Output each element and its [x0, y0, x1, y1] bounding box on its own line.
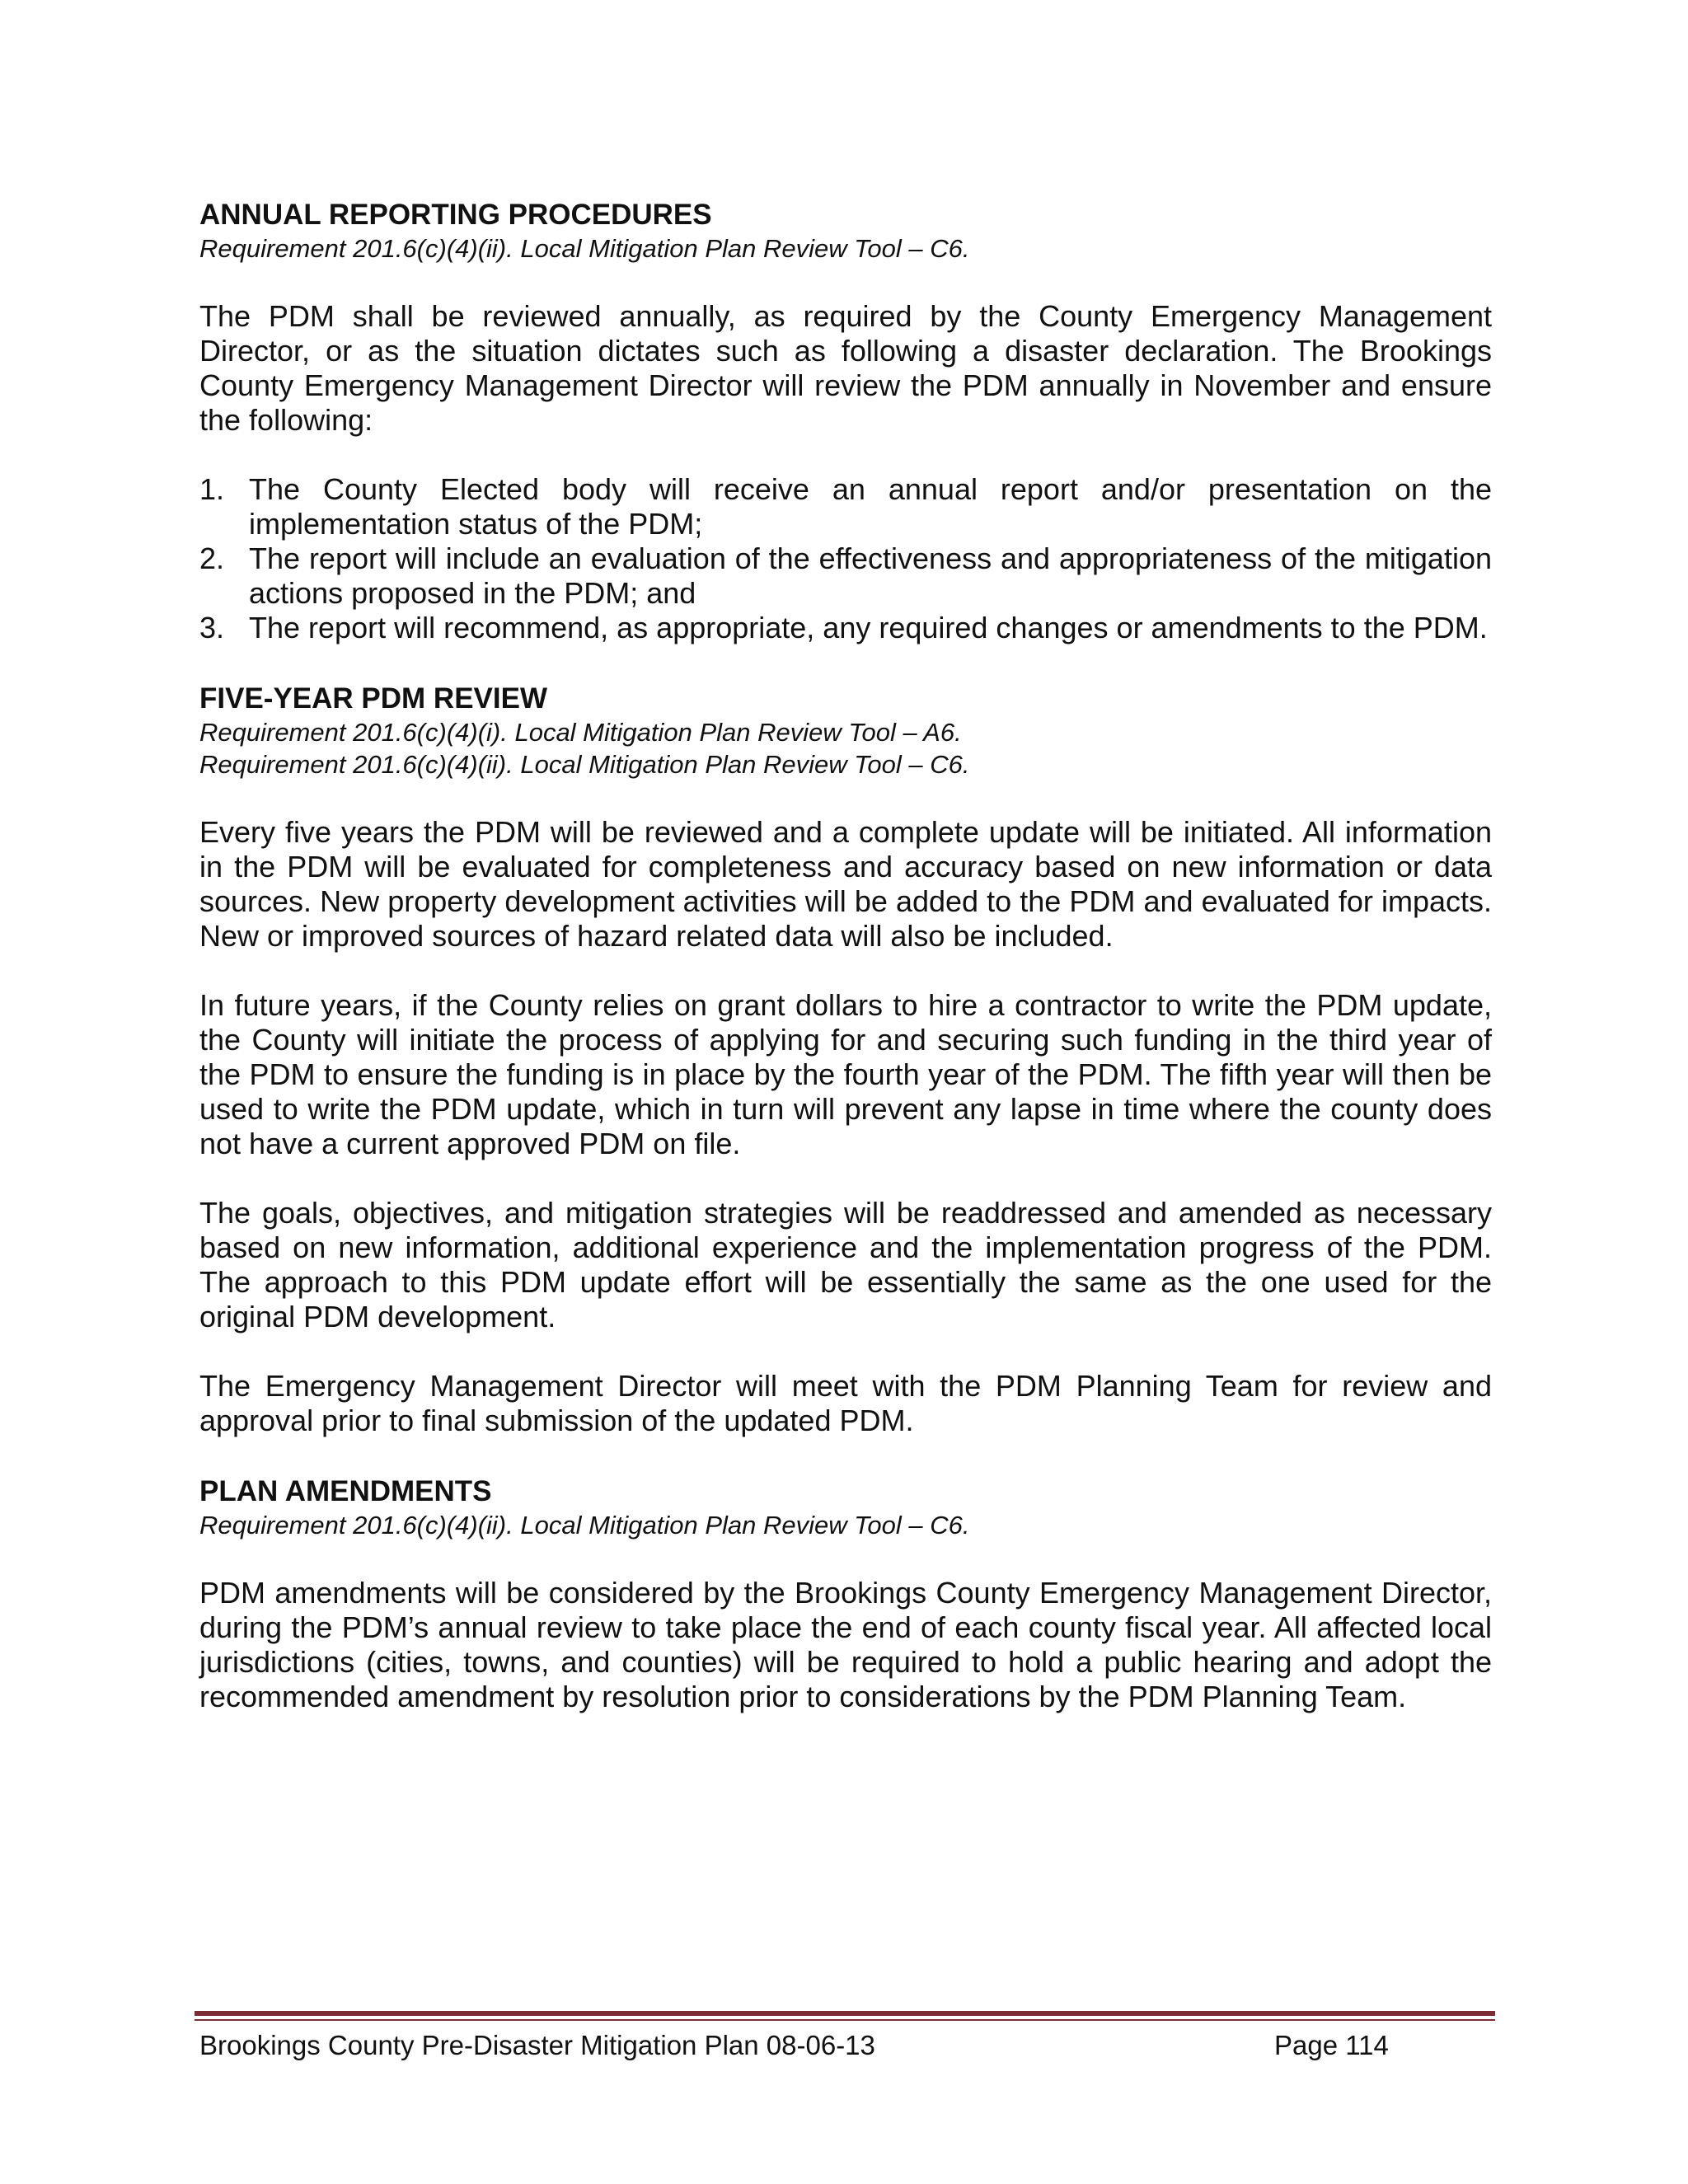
list-item: [199, 472, 1492, 541]
section-heading-plan-amendments: PLAN AMENDMENTS: [199, 1475, 492, 1507]
requirement-reference: Requirement 201.6(c)(4)(ii). Local Mitigation Plan Review Tool – C6.: [199, 750, 970, 779]
list-item-text: The County Elected body will receive an annual report and/or presentation on the implementation status of the PDM;: [249, 472, 1492, 541]
requirement-reference: Requirement 201.6(c)(4)(ii). Local Mitigation Plan Review Tool – C6.: [199, 1511, 970, 1540]
list-item-text: The report will recommend, as appropriate, any required changes or amendments to the PDM.: [249, 611, 1488, 644]
paragraph-five-year-update: Every five years the PDM will be reviewed and a complete update will be initiated. All information in the PDM will be evaluated for completeness and accuracy based on new information or data sources. New property development activities will be added to the PDM and evaluated for impacts. New or improved sources of hazard related data will also be included.: [199, 815, 1492, 953]
list-item: [199, 541, 1492, 611]
footer-page-number: Page 114: [1274, 2030, 1389, 2060]
list-item-text: The report will include an evaluation of the effectiveness and appropriateness of the mitigation actions proposed in the PDM; and: [249, 541, 1492, 610]
list-item-number: 1.: [199, 472, 225, 506]
footer-document-title: Brookings County Pre-Disaster Mitigation Plan 08-06-13: [199, 2030, 875, 2060]
footer-divider-thin: [195, 2019, 1495, 2021]
list-item: [199, 611, 1492, 645]
paragraph-planning-team-approval: The Emergency Management Director will meet with the PDM Planning Team for review and approval prior to final submission of the updated PDM.: [199, 1369, 1492, 1437]
section-heading-annual-reporting: ANNUAL REPORTING PROCEDURES: [199, 199, 712, 231]
paragraph-grant-funding: In future years, if the County relies on grant dollars to hire a contractor to write the PDM update, the County will initiate the process of applying for and securing such funding in the third year of the PDM to ensure the funding is in place by the fourth year of the PDM. The fifth year will then be used to write the PDM update, which in turn will prevent any lapse in time where the county does not have a current approved PDM on file.: [199, 988, 1492, 1160]
list-item-number: 2.: [199, 541, 225, 575]
list-item-number: 3.: [199, 611, 225, 644]
page-content: [199, 198, 1492, 1714]
section-heading-five-year-review: FIVE-YEAR PDM REVIEW: [199, 682, 547, 715]
paragraph-goals-objectives: The goals, objectives, and mitigation strategies will be readdressed and amended as necessary based on new information, additional experience and the implementation progress of the PDM. The approach to this PDM update effort will be essentially the same as the one used for the original PDM development.: [199, 1196, 1492, 1333]
paragraph-annual-review: The PDM shall be reviewed annually, as required by the County Emergency Management Director, or as the situation dictates such as following a disaster declaration. The Brookings County Emergency Management Director will review the PDM annually in November and ensure the following:: [199, 299, 1492, 437]
requirement-reference: Requirement 201.6(c)(4)(ii). Local Mitigation Plan Review Tool – C6.: [199, 234, 970, 263]
requirement-reference: Requirement 201.6(c)(4)(i). Local Mitigation Plan Review Tool – A6.: [199, 718, 962, 747]
paragraph-amendments: PDM amendments will be considered by the Brookings County Emergency Management Director, during the PDM’s annual review to take place the end of each county fiscal year. All affected local jurisdictions (cities, towns, and counties) will be required to hold a public hearing and adopt the recommended amendment by resolution prior to considerations by the PDM Planning Team.: [199, 1576, 1492, 1713]
annual-review-list: [199, 472, 1492, 645]
footer-divider: [195, 2011, 1495, 2016]
